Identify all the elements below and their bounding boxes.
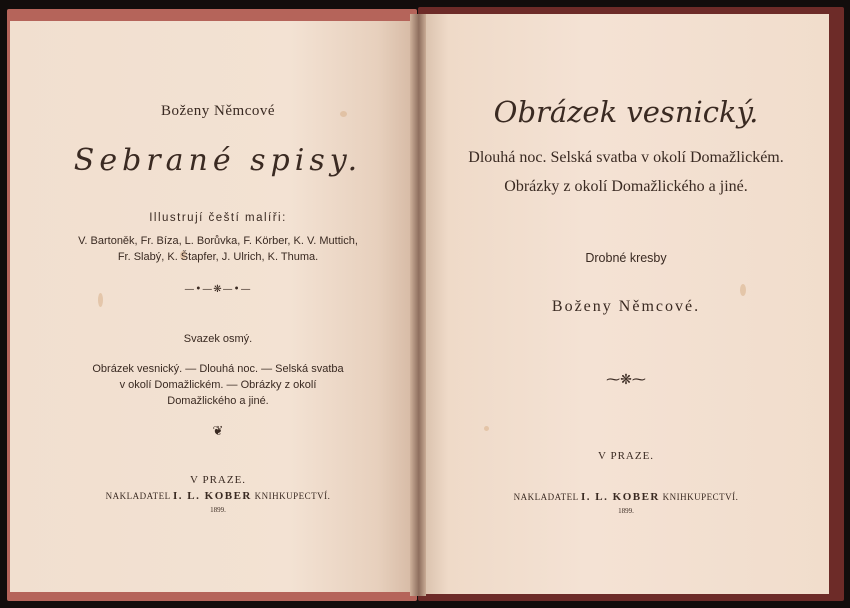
book-gutter	[410, 14, 426, 596]
foxing-spot	[98, 293, 103, 307]
contents-line-2: v okolí Domažlickém. — Obrázky z okolí	[119, 379, 317, 391]
publisher-name: I. L. KOBER	[173, 490, 252, 502]
publisher-name: I. L. KOBER	[581, 491, 660, 503]
right-imprint-city: V PRAZE.	[597, 450, 655, 462]
right-title: Obrázek vesnický.	[493, 95, 759, 129]
divider-ornament: —•—❋—•—	[184, 284, 252, 295]
foxing-spot	[484, 426, 489, 431]
fleuron-ornament-icon: ❦	[212, 424, 224, 439]
right-imprint-publisher	[514, 491, 739, 503]
drobne-kresby-label: Drobné kresby	[585, 251, 667, 265]
vignette-ornament-icon: ⁓❋⁓	[606, 372, 646, 388]
publisher-prefix: NAKLADATEL	[105, 491, 171, 501]
left-title: Sebrané spisy.	[73, 143, 363, 178]
right-author: Boženy Němcové.	[551, 298, 701, 315]
left-imprint-publisher	[106, 490, 331, 502]
contents-line-1: Obrázek vesnický. — Dlouhá noc. — Selská svatba	[92, 363, 344, 375]
left-imprint-year: 1899.	[210, 506, 226, 514]
volume-label: Svazek osmý.	[183, 333, 253, 345]
right-subtitle-line-2: Obrázky z okolí Domažlického a jiné.	[504, 178, 748, 195]
right-imprint-year: 1899.	[618, 507, 634, 515]
publisher-prefix: NAKLADATEL	[513, 492, 579, 502]
left-author: Boženy Němcové	[160, 103, 276, 119]
illustrators-heading: Illustrují čeští malíři:	[149, 212, 287, 224]
foxing-spot	[740, 284, 746, 296]
illustrators-line-2: Fr. Slabý, K. Štapfer, J. Ulrich, K. Thuma.	[117, 251, 319, 263]
publisher-suffix: KNIHKUPECTVÍ.	[254, 491, 331, 501]
contents-line-3: Domažlického a jiné.	[167, 395, 269, 407]
left-imprint-city: V PRAZE.	[189, 474, 247, 486]
right-subtitle-line-1: Dlouhá noc. Selská svatba v okolí Domažlickém.	[468, 149, 784, 166]
publisher-suffix: KNIHKUPECTVÍ.	[662, 492, 739, 502]
illustrators-line-1: V. Bartoněk, Fr. Bíza, L. Borůvka, F. Körber, K. V. Muttich,	[78, 235, 358, 247]
foxing-spot	[340, 111, 347, 117]
